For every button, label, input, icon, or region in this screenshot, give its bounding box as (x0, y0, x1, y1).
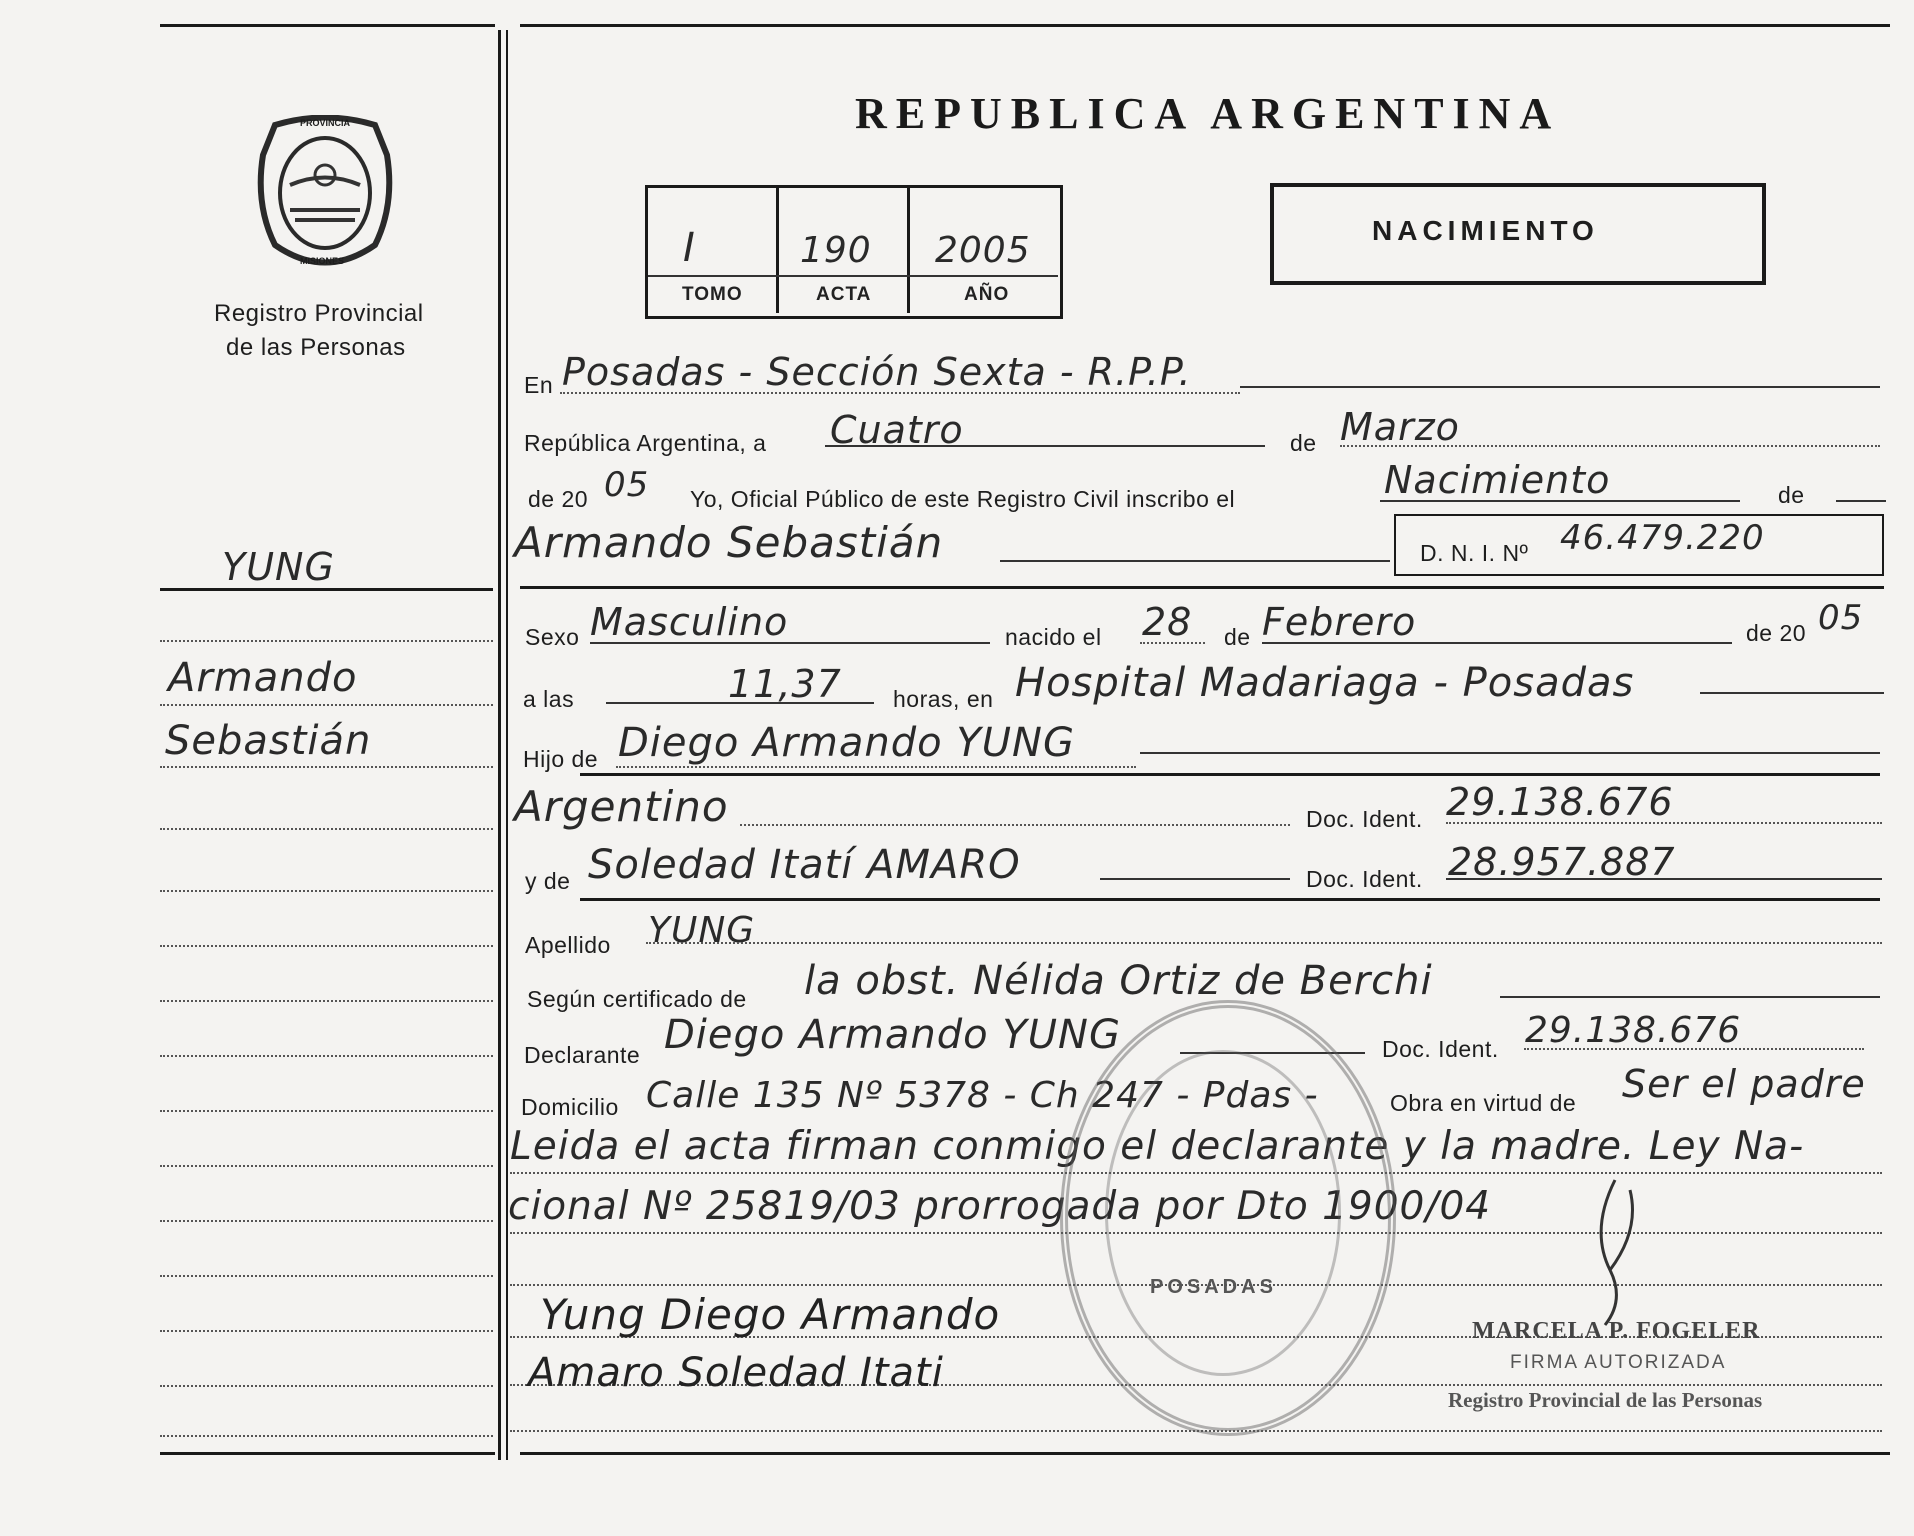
certifier-rule (1500, 996, 1880, 998)
birth-year-label: de 20 (1746, 620, 1807, 646)
event-rule (1380, 500, 1740, 502)
father-nationality-value: Argentino (514, 782, 729, 831)
de-person-label: de (1778, 482, 1805, 508)
margin-dots-2 (160, 704, 493, 706)
day-rule (825, 445, 1265, 447)
child-of-label: Hijo de (523, 746, 599, 772)
margin-first-name: Armando (168, 655, 358, 701)
ano-value: 2005 (935, 230, 1031, 271)
surname-label: Apellido (525, 932, 611, 958)
official-name: MARCELA P. FOGELER (1472, 1318, 1761, 1344)
father-name-dots (616, 766, 1136, 768)
father-doc-value: 29.138.676 (1446, 780, 1674, 824)
tomo-label: TOMO (682, 284, 743, 305)
acta-value: 190 (800, 230, 872, 271)
margin-dots-13 (160, 1330, 493, 1332)
top-rule-right (520, 24, 1890, 27)
column-divider (498, 30, 501, 1460)
section-rule-3 (580, 898, 1880, 901)
and-of-label: y de (525, 868, 571, 894)
person-name-value: Armando Sebastián (514, 518, 944, 567)
province-crest-icon (255, 115, 395, 275)
birth-month-value: Febrero (1262, 600, 1417, 644)
a-las-label: a las (523, 686, 575, 712)
obra-value: Ser el padre (1622, 1062, 1866, 1106)
mother-doc-value: 28.957.887 (1448, 840, 1676, 884)
declarant-doc-dots (1524, 1048, 1864, 1050)
official-seal-inner-icon (1105, 1050, 1341, 1376)
mother-doc-label: Doc. Ident. (1306, 866, 1423, 892)
birth-time-value: 11,37 (728, 662, 842, 706)
father-name-value: Diego Armando YUNG (618, 720, 1075, 766)
record-box-divider-2 (907, 188, 910, 313)
certificate-label: Según certificado de (527, 986, 747, 1012)
official-office: Registro Provincial de las Personas (1448, 1388, 1763, 1412)
acta-label: ACTA (816, 284, 872, 305)
month-value: Marzo (1340, 405, 1460, 449)
official-role: FIRMA AUTORIZADA (1510, 1352, 1727, 1373)
ano-label: AÑO (964, 284, 1010, 305)
certifier-value: la obst. Nélida Ortiz de Berchi (804, 958, 1433, 1004)
address-value: Calle 135 Nº 5378 - Ch 247 - Pdas - (646, 1075, 1319, 1116)
de-month-label: de (1290, 430, 1317, 456)
margin-dots-10 (160, 1165, 493, 1167)
margin-dots-6 (160, 945, 493, 947)
surname-value: YUNG (648, 910, 756, 951)
father-doc-label: Doc. Ident. (1306, 806, 1423, 832)
dni-label: D. N. I. Nº (1420, 540, 1529, 566)
margin-second-name: Sebastián (165, 718, 372, 764)
de-birth-month-label: de (1224, 624, 1251, 650)
seal-city: POSADAS (1150, 1276, 1277, 1298)
margin-dots-1 (160, 640, 493, 642)
birth-place-rule (1700, 692, 1884, 694)
record-box-divider-1 (776, 188, 779, 313)
person-name-rule (1000, 560, 1390, 562)
republica-label: República Argentina, a (524, 430, 767, 456)
birth-place-value: Hospital Madariaga - Posadas (1015, 660, 1635, 706)
section-rule-1 (520, 586, 1884, 589)
declarant-doc-label: Doc. Ident. (1382, 1036, 1499, 1062)
sex-label: Sexo (525, 624, 580, 650)
obra-label: Obra en virtud de (1390, 1090, 1577, 1116)
birth-year-suffix-value: 05 (1818, 598, 1864, 638)
place-value: Posadas - Sección Sexta - R.P.P. (562, 350, 1192, 394)
declarant-label: Declarante (524, 1042, 641, 1068)
mother-doc-rule (1446, 878, 1882, 880)
margin-dots-12 (160, 1275, 493, 1277)
official-signature-icon (1570, 1170, 1660, 1330)
mother-name-rule (1100, 878, 1290, 880)
country-title: REPUBLICA ARGENTINA (855, 89, 1561, 138)
officer-text: Yo, Oficial Público de este Registro Civil inscribo el (690, 486, 1236, 512)
de-person-rule (1836, 500, 1886, 502)
year-suffix-value: 05 (604, 465, 650, 505)
birth-month-rule (1262, 642, 1732, 644)
mother-name-value: Soledad Itatí AMARO (588, 842, 1021, 888)
event-value: Nacimiento (1384, 458, 1611, 502)
month-dots (1340, 445, 1880, 447)
birth-day-value: 28 (1142, 600, 1193, 644)
section-rule-2 (580, 773, 1880, 776)
margin-rule-top (160, 588, 493, 591)
declarant-doc-value: 29.138.676 (1525, 1010, 1742, 1051)
margin-dots-5 (160, 890, 493, 892)
dni-value: 46.479.220 (1560, 518, 1765, 558)
father-doc-dots (1446, 822, 1882, 824)
mother-signature: Amaro Soledad Itati (528, 1350, 944, 1396)
crest-text-top: PROVINCIA (300, 118, 351, 128)
column-divider-inner (506, 30, 508, 1460)
tomo-value: I (683, 225, 696, 271)
bottom-rule-left (160, 1452, 495, 1455)
sex-value: Masculino (590, 600, 789, 644)
year-prefix-label: de 20 (528, 486, 589, 512)
father-nationality-dots (740, 824, 1290, 826)
birth-day-dots (1140, 642, 1205, 644)
born-label: nacido el (1005, 624, 1102, 650)
en-label: En (524, 372, 554, 398)
margin-dots-4 (160, 828, 493, 830)
place-rule (1240, 386, 1880, 388)
declarant-value: Diego Armando YUNG (664, 1012, 1121, 1058)
bottom-rule-right (520, 1452, 1890, 1455)
registry-name-line2: de las Personas (226, 334, 406, 361)
margin-surname: YUNG (222, 545, 335, 589)
sex-rule (590, 642, 990, 644)
margin-dots-11 (160, 1220, 493, 1222)
day-value: Cuatro (830, 408, 964, 452)
margin-dots-8 (160, 1055, 493, 1057)
notes-line-2: cional Nº 25819/03 prorrogada por Dto 1900/04 (508, 1184, 1492, 1229)
father-signature: Yung Diego Armando (540, 1290, 1001, 1339)
hours-in-label: horas, en (893, 686, 994, 712)
margin-dots-9 (160, 1110, 493, 1112)
margin-dots-14 (160, 1385, 493, 1387)
father-name-rule (1140, 752, 1880, 754)
surname-dots (646, 942, 1882, 944)
place-dots (560, 392, 1240, 394)
record-type: NACIMIENTO (1372, 215, 1599, 246)
margin-dots-3 (160, 766, 493, 768)
crest-text-bottom: MISIONES (300, 256, 345, 266)
top-rule-left (160, 24, 495, 27)
record-box-caption-rule (648, 275, 1058, 277)
margin-dots-15 (160, 1435, 493, 1437)
notes-line-1: Leida el acta firman conmigo el declarante y la madre. Ley Na- (510, 1124, 1805, 1169)
registry-name-line1: Registro Provincial (214, 300, 424, 327)
address-label: Domicilio (521, 1094, 619, 1120)
margin-dots-7 (160, 1000, 493, 1002)
